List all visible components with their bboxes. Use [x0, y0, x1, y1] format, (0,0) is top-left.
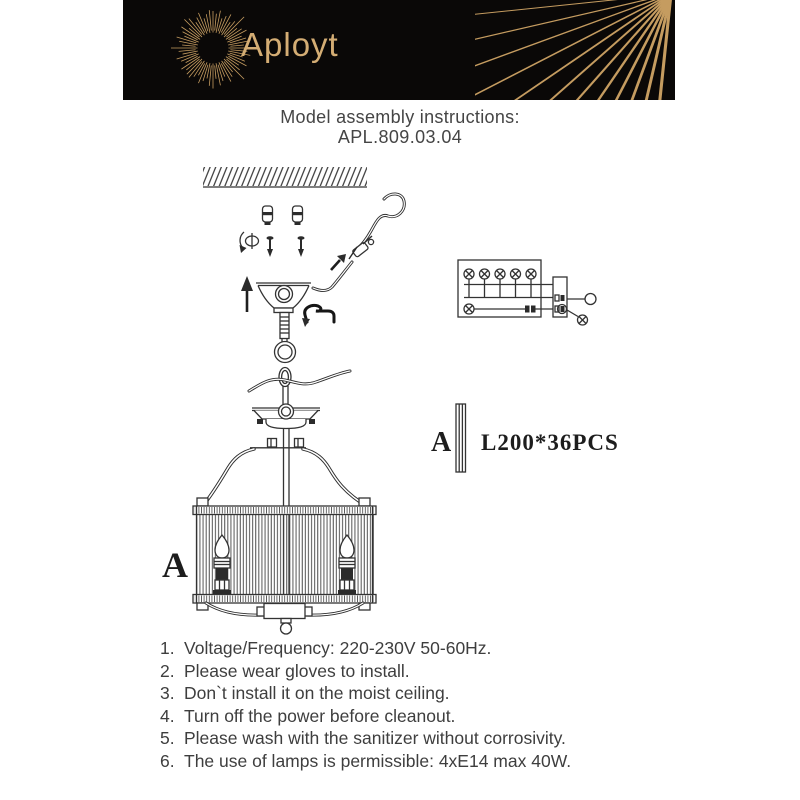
instruction-text: The use of lamps is permissible: 4xE14 max 40W. [184, 750, 572, 771]
ceiling-canopy [256, 283, 311, 313]
woven-wire [249, 371, 350, 391]
up-arrow-icon [241, 276, 253, 312]
page-title: Model assembly instructions: [280, 107, 520, 127]
bottom-assembly [206, 603, 363, 634]
instruction-item [160, 750, 720, 773]
instruction-text: Turn off the power before cleanout. [184, 705, 456, 726]
arm-mount-bar [250, 439, 306, 448]
instruction-number: 1. [160, 638, 175, 658]
rod-spec-label: L200*36PCS [481, 430, 619, 455]
instruction-number: 4. [160, 705, 175, 726]
candle-bulb-left [213, 535, 231, 594]
instruction-text: Don`t install it on the moist ceiling. [184, 683, 450, 704]
brand-logo-text: Aployt [241, 26, 339, 63]
instruction-number: 2. [160, 660, 175, 681]
fixture-saucer [252, 404, 320, 429]
label-a-right: A [431, 427, 452, 458]
crystal-rod-sample [456, 404, 466, 472]
instruction-list [160, 637, 720, 773]
instruction-item [160, 682, 720, 705]
wire-connector-icon [349, 236, 374, 259]
instruction-item [160, 727, 720, 750]
candle-bulb-right [338, 535, 356, 594]
wall-anchor-icons [263, 206, 303, 225]
ceiling-hatch [203, 167, 367, 187]
threaded-rod [280, 313, 289, 339]
power-wire [313, 194, 404, 291]
screw-rotate-icon [240, 232, 259, 253]
instruction-item [160, 705, 720, 728]
instruction-item [160, 637, 720, 660]
label-a-left: A [162, 545, 188, 585]
instruction-number: 5. [160, 728, 175, 749]
instruction-item [160, 660, 720, 683]
instruction-text: Please wear gloves to install. [184, 660, 410, 681]
instruction-text: Please wash with the sanitizer without corrosivity. [184, 728, 566, 749]
lamp-icons [464, 269, 536, 279]
wiring-diagram [458, 260, 596, 325]
instruction-text: Voltage/Frequency: 220-230V 50-60Hz. [184, 638, 492, 658]
instruction-number: 3. [160, 683, 175, 704]
terminal-block [553, 277, 567, 317]
model-number: APL.809.03.04 [337, 127, 463, 147]
hook-tool-icon [302, 305, 334, 327]
curved-arms [202, 449, 368, 507]
instruction-number: 6. [160, 750, 175, 771]
screw-icons [267, 236, 305, 257]
wire-arrow-icon [331, 254, 346, 270]
